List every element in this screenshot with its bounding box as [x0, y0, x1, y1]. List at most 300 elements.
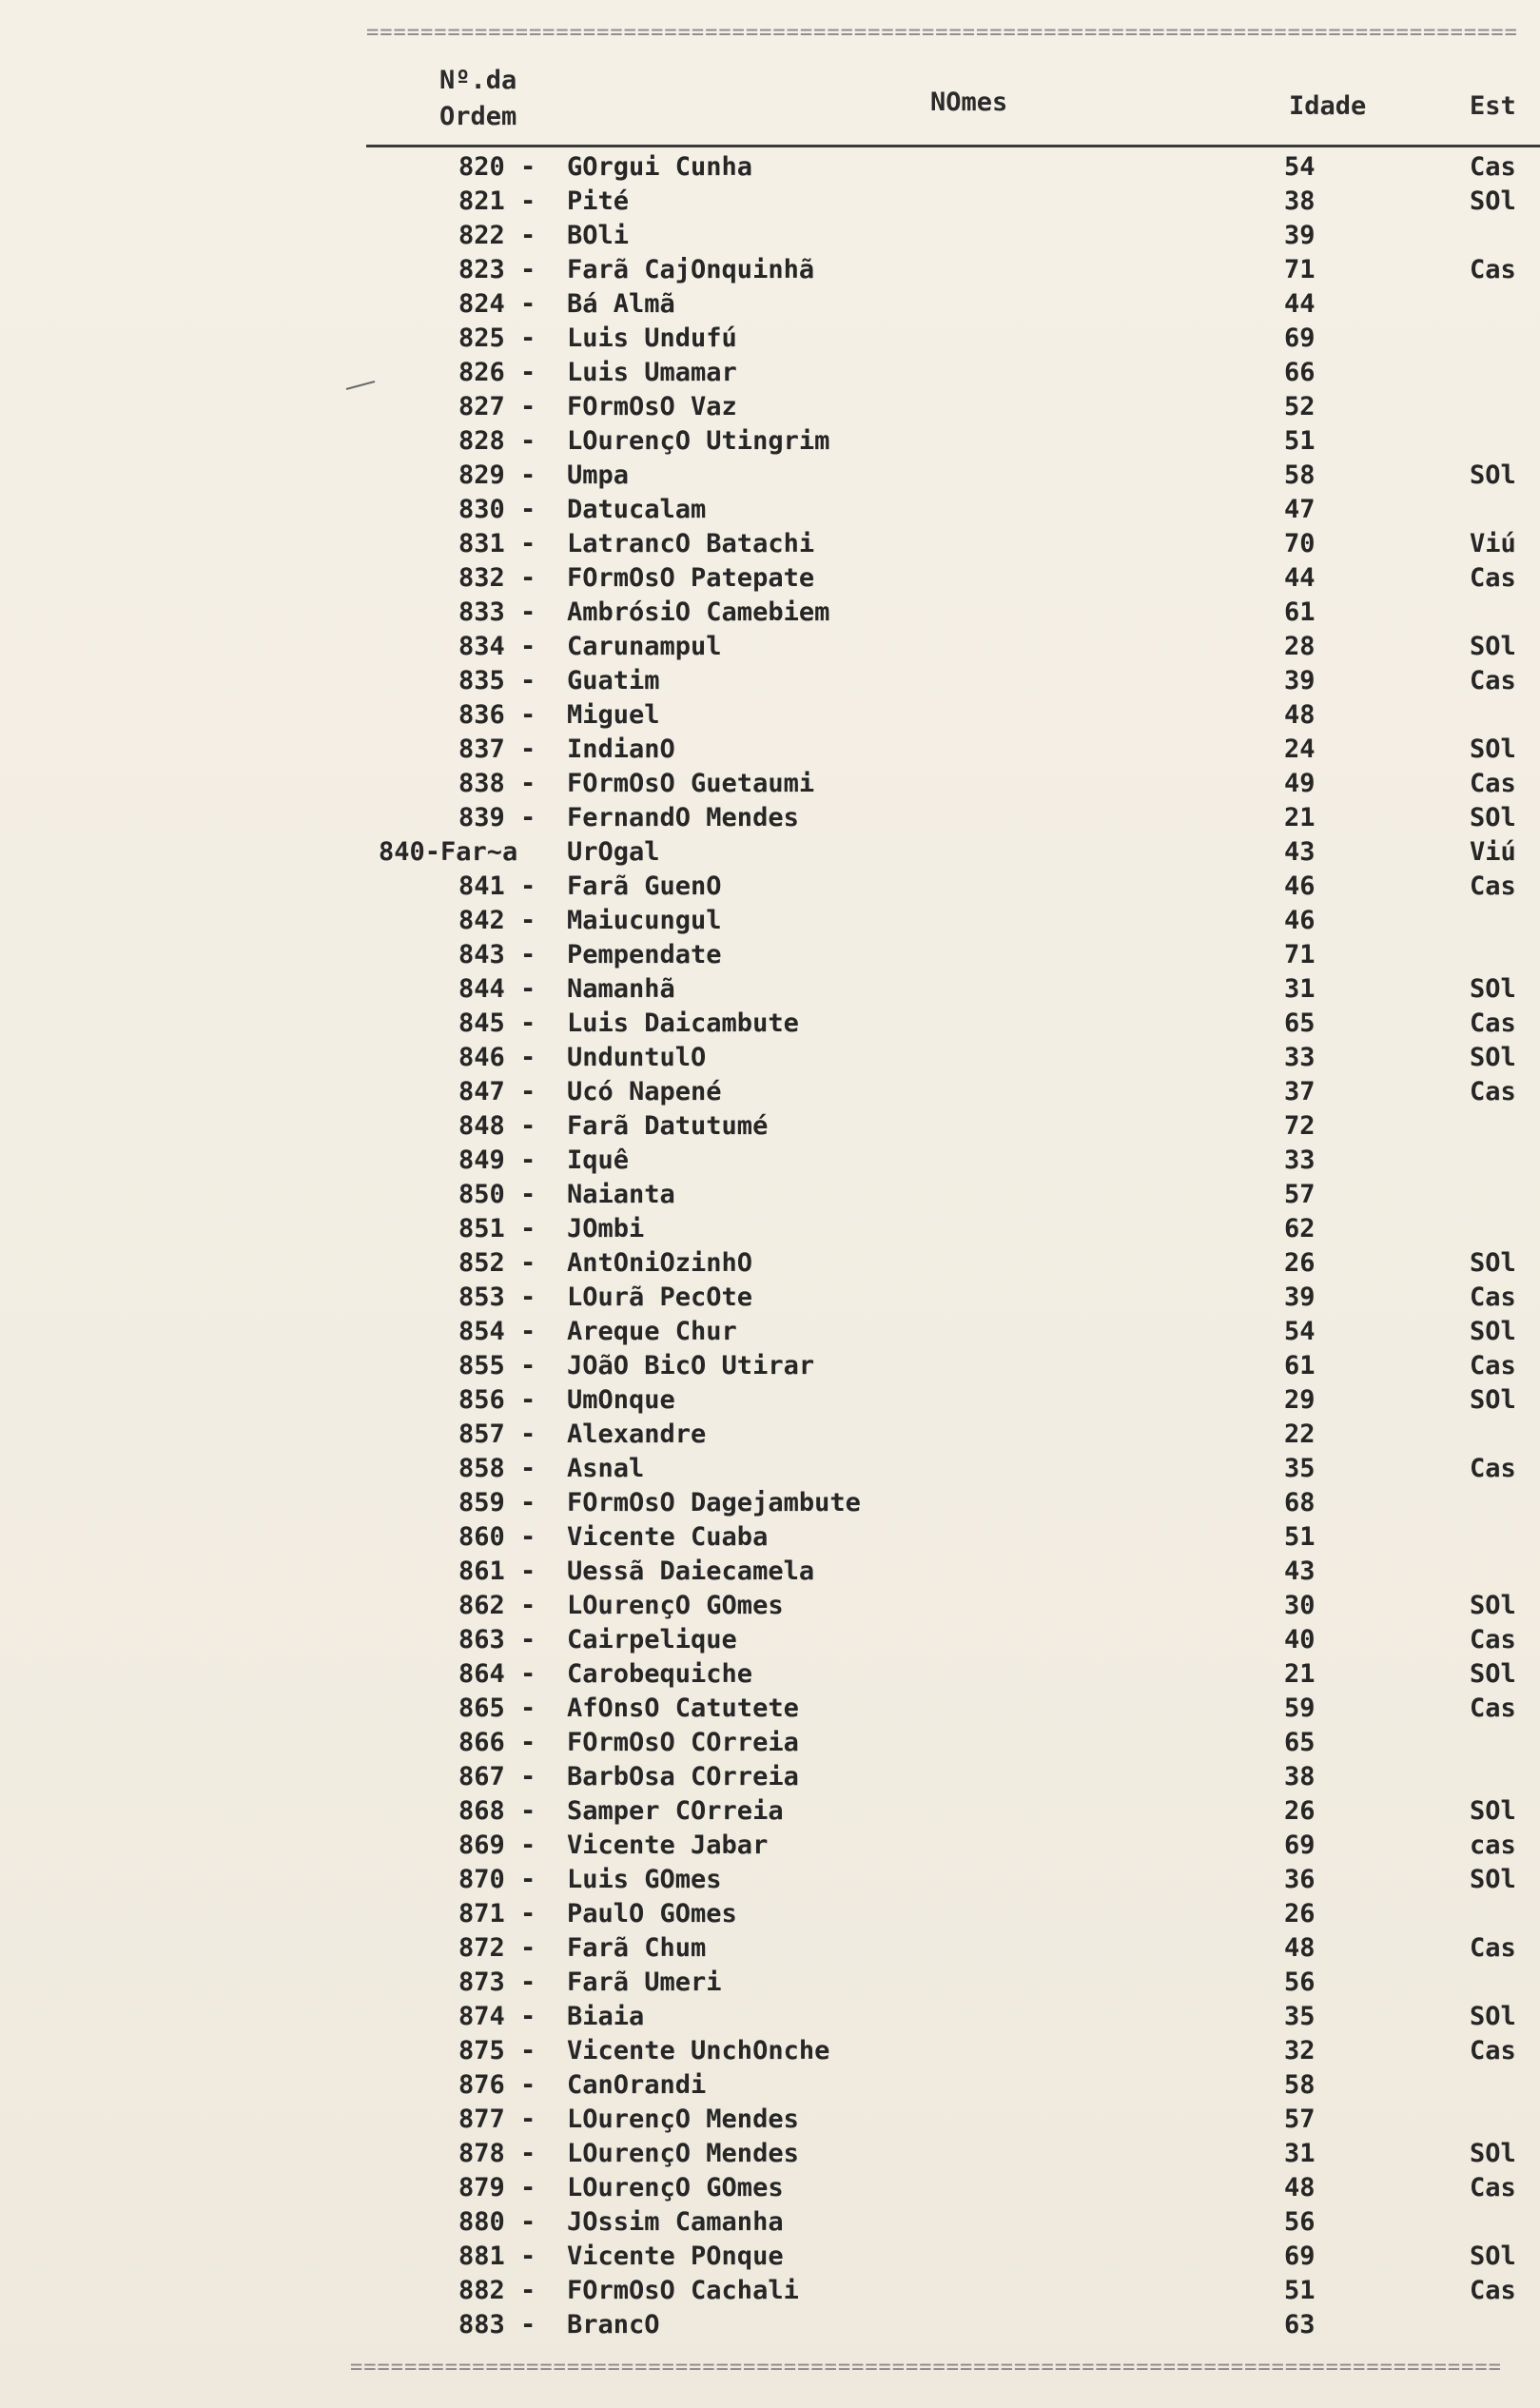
table-row — [0, 870, 1540, 904]
marital-status: Viú — [1470, 837, 1516, 867]
marital-status: SOl — [1470, 2242, 1516, 2271]
person-age: 48 — [1284, 1933, 1316, 1963]
person-age: 69 — [1284, 1830, 1316, 1860]
person-name: Luis Undufú — [567, 323, 737, 353]
person-name: Carunampul — [567, 632, 722, 661]
person-name: FOrmOsO Patepate — [567, 563, 815, 593]
order-number: 827 - — [458, 392, 536, 421]
person-age: 58 — [1284, 2070, 1316, 2100]
marital-status: Cas — [1470, 152, 1516, 182]
header-divider — [366, 145, 1540, 147]
person-name: Pité — [567, 186, 630, 216]
person-name: Ucó Napené — [567, 1077, 722, 1106]
person-age: 33 — [1284, 1145, 1316, 1175]
table-row — [0, 2205, 1540, 2240]
person-age: 68 — [1284, 1488, 1316, 1517]
marital-status: SOl — [1470, 1043, 1516, 1072]
order-number: 858 - — [458, 1454, 536, 1483]
table-row — [0, 253, 1540, 287]
person-name: LatrancO Batachi — [567, 529, 815, 558]
order-number: 854 - — [458, 1317, 536, 1346]
person-age: 56 — [1284, 1968, 1316, 1997]
table-row — [0, 1007, 1540, 1041]
order-number: 871 - — [458, 1899, 536, 1928]
table-row — [0, 2137, 1540, 2171]
person-name: Namanhã — [567, 974, 675, 1004]
person-name: Cairpelique — [567, 1625, 737, 1654]
order-number: 846 - — [458, 1043, 536, 1072]
order-number: 883 - — [458, 2310, 536, 2339]
person-name: LOurençO GOmes — [567, 1591, 784, 1620]
person-age: 66 — [1284, 358, 1316, 387]
person-name: Biaia — [567, 2002, 645, 2031]
marital-status: Cas — [1470, 666, 1516, 695]
order-number: 825 - — [458, 323, 536, 353]
table-row — [0, 561, 1540, 596]
table-row — [0, 2240, 1540, 2274]
person-age: 51 — [1284, 2276, 1316, 2305]
order-number: 872 - — [458, 1933, 536, 1963]
person-name: UmOnque — [567, 1385, 675, 1415]
order-number: 875 - — [458, 2036, 536, 2065]
table-row — [0, 1246, 1540, 1281]
marital-status: cas — [1470, 1830, 1516, 1860]
marital-status: Cas — [1470, 1077, 1516, 1106]
person-age: 38 — [1284, 186, 1316, 216]
table-row — [0, 1897, 1540, 1931]
person-name: BrancO — [567, 2310, 660, 2339]
order-number: 834 - — [458, 632, 536, 661]
person-name: LOurençO Mendes — [567, 2105, 799, 2134]
person-name: Alexandre — [567, 1419, 707, 1449]
table-row — [0, 1829, 1540, 1863]
person-age: 24 — [1284, 734, 1316, 764]
table-row — [0, 972, 1540, 1007]
order-number: 866 - — [458, 1728, 536, 1757]
header-number-line1: Nº.da — [439, 66, 517, 95]
person-age: 54 — [1284, 152, 1316, 182]
person-name: AmbrósiO Camebiem — [567, 597, 830, 627]
person-name: Vicente UnchOnche — [567, 2036, 830, 2065]
person-age: 65 — [1284, 1728, 1316, 1757]
order-number: 874 - — [458, 2002, 536, 2031]
person-name: AntOniOzinhO — [567, 1248, 753, 1278]
person-name: PaulO GOmes — [567, 1899, 737, 1928]
person-age: 59 — [1284, 1693, 1316, 1723]
marital-status: Cas — [1470, 1693, 1516, 1723]
table-row — [0, 1349, 1540, 1383]
person-name: FOrmOsO Guetaumi — [567, 769, 815, 798]
person-name: Luis Umamar — [567, 358, 737, 387]
person-name: CanOrandi — [567, 2070, 707, 2100]
table-row — [0, 664, 1540, 698]
order-number: 830 - — [458, 495, 536, 524]
order-number: 851 - — [458, 1214, 536, 1243]
person-age: 48 — [1284, 2173, 1316, 2202]
table-row — [0, 1863, 1540, 1897]
order-number: 863 - — [458, 1625, 536, 1654]
person-age: 21 — [1284, 803, 1316, 832]
person-name: Datucalam — [567, 495, 707, 524]
person-name: FOrmOsO Dagejambute — [567, 1488, 861, 1517]
person-name: JOãO BicO Utirar — [567, 1351, 815, 1380]
order-number: 864 - — [458, 1659, 536, 1689]
marital-status: SOl — [1470, 734, 1516, 764]
order-number: 870 - — [458, 1865, 536, 1894]
person-age: 43 — [1284, 1556, 1316, 1586]
person-name: FOrmOsO Vaz — [567, 392, 737, 421]
table-row — [0, 733, 1540, 767]
person-age: 39 — [1284, 221, 1316, 250]
marital-status: SOl — [1470, 974, 1516, 1004]
person-age: 69 — [1284, 323, 1316, 353]
person-age: 49 — [1284, 769, 1316, 798]
table-row — [0, 2034, 1540, 2068]
table-row — [0, 1212, 1540, 1246]
order-number: 868 - — [458, 1796, 536, 1826]
table-row — [0, 1452, 1540, 1486]
order-number: 848 - — [458, 1111, 536, 1141]
order-number: 869 - — [458, 1830, 536, 1860]
order-number: 841 - — [458, 871, 536, 901]
person-name: Farã Chum — [567, 1933, 707, 1963]
header-number-column — [439, 63, 517, 135]
marital-status: SOl — [1470, 1385, 1516, 1415]
person-age: 48 — [1284, 700, 1316, 730]
table-row — [0, 2171, 1540, 2205]
header-number-line2: Ordem — [439, 102, 517, 131]
person-age: 61 — [1284, 1351, 1316, 1380]
person-age: 40 — [1284, 1625, 1316, 1654]
order-number: 849 - — [458, 1145, 536, 1175]
table-row — [0, 698, 1540, 733]
person-name: LOurã PecOte — [567, 1282, 753, 1312]
marital-status: Cas — [1470, 2036, 1516, 2065]
person-age: 70 — [1284, 529, 1316, 558]
person-age: 28 — [1284, 632, 1316, 661]
order-number: 832 - — [458, 563, 536, 593]
person-name: Guatim — [567, 666, 660, 695]
person-age: 35 — [1284, 2002, 1316, 2031]
order-number: 855 - — [458, 1351, 536, 1380]
order-number: 853 - — [458, 1282, 536, 1312]
table-row — [0, 1555, 1540, 1589]
person-age: 39 — [1284, 666, 1316, 695]
person-age: 32 — [1284, 2036, 1316, 2065]
marital-status: Cas — [1470, 2173, 1516, 2202]
order-number: 842 - — [458, 906, 536, 935]
table-row — [0, 835, 1540, 870]
person-name: BarbOsa COrreia — [567, 1762, 799, 1791]
table-row — [0, 287, 1540, 322]
order-number: 826 - — [458, 358, 536, 387]
order-number: 876 - — [458, 2070, 536, 2100]
person-age: 51 — [1284, 426, 1316, 456]
person-name: Pempendate — [567, 940, 722, 969]
person-age: 61 — [1284, 597, 1316, 627]
table-row — [0, 767, 1540, 801]
table-row — [0, 1109, 1540, 1144]
marital-status: SOl — [1470, 1796, 1516, 1826]
table-row — [0, 1144, 1540, 1178]
person-name: Luis GOmes — [567, 1865, 722, 1894]
person-age: 44 — [1284, 289, 1316, 319]
person-age: 62 — [1284, 1214, 1316, 1243]
person-age: 72 — [1284, 1111, 1316, 1141]
marital-status: Cas — [1470, 1008, 1516, 1038]
table-row — [0, 322, 1540, 356]
table-row — [0, 1623, 1540, 1657]
table-row — [0, 1760, 1540, 1794]
person-name: AfOnsO Catutete — [567, 1693, 799, 1723]
table-row — [0, 1692, 1540, 1726]
header-names-column: NOmes — [930, 88, 1008, 117]
table-row — [0, 1657, 1540, 1692]
person-age: 38 — [1284, 1762, 1316, 1791]
person-age: 26 — [1284, 1248, 1316, 1278]
person-name: Miguel — [567, 700, 660, 730]
table-row — [0, 390, 1540, 424]
order-number: 822 - — [458, 221, 536, 250]
order-number: 861 - — [458, 1556, 536, 1586]
person-name: FOrmOsO COrreia — [567, 1728, 799, 1757]
person-name: Uessã Daiecamela — [567, 1556, 815, 1586]
marital-status: SOl — [1470, 1317, 1516, 1346]
marital-status: SOl — [1470, 1248, 1516, 1278]
order-number: 829 - — [458, 460, 536, 490]
person-age: 22 — [1284, 1419, 1316, 1449]
person-age: 65 — [1284, 1008, 1316, 1038]
order-number: 838 - — [458, 769, 536, 798]
table-row — [0, 2103, 1540, 2137]
person-age: 56 — [1284, 2207, 1316, 2237]
person-age: 46 — [1284, 871, 1316, 901]
table-row — [0, 1486, 1540, 1520]
order-number: 873 - — [458, 1968, 536, 1997]
marital-status: Cas — [1470, 1625, 1516, 1654]
table-row — [0, 459, 1540, 493]
person-name: JOssim Camanha — [567, 2207, 784, 2237]
person-age: 71 — [1284, 940, 1316, 969]
person-age: 52 — [1284, 392, 1316, 421]
person-name: Vicente Jabar — [567, 1830, 769, 1860]
person-age: 46 — [1284, 906, 1316, 935]
person-name: FernandO Mendes — [567, 803, 799, 832]
person-name: LOurençO GOmes — [567, 2173, 784, 2202]
table-row — [0, 2274, 1540, 2308]
table-row — [0, 1383, 1540, 1418]
person-age: 44 — [1284, 563, 1316, 593]
marital-status: Cas — [1470, 563, 1516, 593]
table-row — [0, 356, 1540, 390]
marital-status: SOl — [1470, 632, 1516, 661]
person-age: 47 — [1284, 495, 1316, 524]
person-age: 30 — [1284, 1591, 1316, 1620]
table-row — [0, 527, 1540, 561]
person-age: 26 — [1284, 1796, 1316, 1826]
marital-status: SOl — [1470, 1659, 1516, 1689]
order-number: 833 - — [458, 597, 536, 627]
order-number: 843 - — [458, 940, 536, 969]
person-name: Areque Chur — [567, 1317, 737, 1346]
bottom-rule-line: ===================================================================================== — [350, 2356, 1502, 2379]
header-age-column: Idade — [1289, 91, 1367, 121]
marital-status: Cas — [1470, 769, 1516, 798]
order-number: 850 - — [458, 1180, 536, 1209]
marital-status: Cas — [1470, 1454, 1516, 1483]
order-number: 836 - — [458, 700, 536, 730]
person-age: 57 — [1284, 2105, 1316, 2134]
order-number: 847 - — [458, 1077, 536, 1106]
person-name: Iquê — [567, 1145, 630, 1175]
order-number: 837 - — [458, 734, 536, 764]
marital-status: SOl — [1470, 186, 1516, 216]
order-number: 878 - — [458, 2139, 536, 2168]
order-number: 877 - — [458, 2105, 536, 2134]
order-number: 845 - — [458, 1008, 536, 1038]
person-name: GOrgui Cunha — [567, 152, 753, 182]
table-row — [0, 630, 1540, 664]
table-row — [0, 801, 1540, 835]
person-age: 54 — [1284, 1317, 1316, 1346]
marital-status: Viú — [1470, 529, 1516, 558]
order-number: 856 - — [458, 1385, 536, 1415]
order-number: 840-Far~a — [379, 837, 518, 867]
person-age: 33 — [1284, 1043, 1316, 1072]
order-number: 865 - — [458, 1693, 536, 1723]
marital-status: SOl — [1470, 1865, 1516, 1894]
person-age: 31 — [1284, 974, 1316, 1004]
table-row — [0, 1726, 1540, 1760]
header-status-column: Est — [1470, 91, 1516, 121]
order-number: 835 - — [458, 666, 536, 695]
order-number: 867 - — [458, 1762, 536, 1791]
person-name: Farã Datutumé — [567, 1111, 769, 1141]
order-number: 824 - — [458, 289, 536, 319]
person-name: UrOgal — [567, 837, 660, 867]
order-number: 857 - — [458, 1419, 536, 1449]
table-row — [0, 1315, 1540, 1349]
person-name: IndianO — [567, 734, 675, 764]
order-number: 820 - — [458, 152, 536, 182]
marital-status: SOl — [1470, 2139, 1516, 2168]
table-row — [0, 185, 1540, 219]
person-name: JOmbi — [567, 1214, 645, 1243]
marital-status: Cas — [1470, 2276, 1516, 2305]
table-row — [0, 2000, 1540, 2034]
person-age: 21 — [1284, 1659, 1316, 1689]
person-name: Vicente Cuaba — [567, 1522, 769, 1552]
order-number: 828 - — [458, 426, 536, 456]
table-row — [0, 938, 1540, 972]
person-name: Naianta — [567, 1180, 675, 1209]
person-name: Maiucungul — [567, 906, 722, 935]
person-name: FOrmOsO Cachali — [567, 2276, 799, 2305]
table-row — [0, 493, 1540, 527]
table-row — [0, 1966, 1540, 2000]
marital-status: SOl — [1470, 803, 1516, 832]
person-name: Farã GuenO — [567, 871, 722, 901]
marital-status: SOl — [1470, 460, 1516, 490]
person-name: LOurençO Utingrim — [567, 426, 830, 456]
person-name: Bá Almã — [567, 289, 675, 319]
table-row — [0, 904, 1540, 938]
person-name: Luis Daicambute — [567, 1008, 799, 1038]
order-number: 839 - — [458, 803, 536, 832]
order-number: 862 - — [458, 1591, 536, 1620]
person-name: Carobequiche — [567, 1659, 753, 1689]
marital-status: SOl — [1470, 1591, 1516, 1620]
order-number: 860 - — [458, 1522, 536, 1552]
table-row — [0, 596, 1540, 630]
person-name: Farã CajOnquinhã — [567, 255, 815, 284]
person-name: UnduntulO — [567, 1043, 707, 1072]
person-age: 35 — [1284, 1454, 1316, 1483]
table-row — [0, 1178, 1540, 1212]
order-number: 831 - — [458, 529, 536, 558]
order-number: 852 - — [458, 1248, 536, 1278]
table-row — [0, 150, 1540, 185]
marital-status: Cas — [1470, 1282, 1516, 1312]
person-name: Vicente POnque — [567, 2242, 784, 2271]
table-row — [0, 1589, 1540, 1623]
table-row — [0, 1281, 1540, 1315]
person-name: Asnal — [567, 1454, 645, 1483]
marital-status: Cas — [1470, 871, 1516, 901]
table-row — [0, 424, 1540, 459]
person-age: 43 — [1284, 837, 1316, 867]
marital-status: SOl — [1470, 2002, 1516, 2031]
table-row — [0, 2068, 1540, 2103]
person-age: 26 — [1284, 1899, 1316, 1928]
order-number: 823 - — [458, 255, 536, 284]
order-number: 821 - — [458, 186, 536, 216]
table-row — [0, 1520, 1540, 1555]
person-age: 31 — [1284, 2139, 1316, 2168]
person-age: 57 — [1284, 1180, 1316, 1209]
table-row — [0, 2308, 1540, 2342]
person-age: 37 — [1284, 1077, 1316, 1106]
person-age: 71 — [1284, 255, 1316, 284]
person-age: 51 — [1284, 1522, 1316, 1552]
person-age: 36 — [1284, 1865, 1316, 1894]
person-name: Umpa — [567, 460, 630, 490]
order-number: 859 - — [458, 1488, 536, 1517]
person-name: Samper COrreia — [567, 1796, 784, 1826]
table-row — [0, 1418, 1540, 1452]
table-row — [0, 219, 1540, 253]
marital-status: Cas — [1470, 1933, 1516, 1963]
order-number: 881 - — [458, 2242, 536, 2271]
marital-status: Cas — [1470, 255, 1516, 284]
person-name: BOli — [567, 221, 630, 250]
person-age: 63 — [1284, 2310, 1316, 2339]
person-name: Farã Umeri — [567, 1968, 722, 1997]
person-age: 29 — [1284, 1385, 1316, 1415]
person-age: 69 — [1284, 2242, 1316, 2271]
table-row — [0, 1075, 1540, 1109]
table-row — [0, 1931, 1540, 1966]
table-row — [0, 1041, 1540, 1075]
top-rule-line: ===================================================================================== — [366, 21, 1518, 45]
order-number: 844 - — [458, 974, 536, 1004]
marital-status: Cas — [1470, 1351, 1516, 1380]
order-number: 882 - — [458, 2276, 536, 2305]
table-row — [0, 1794, 1540, 1829]
order-number: 880 - — [458, 2207, 536, 2237]
person-age: 39 — [1284, 1282, 1316, 1312]
person-age: 58 — [1284, 460, 1316, 490]
